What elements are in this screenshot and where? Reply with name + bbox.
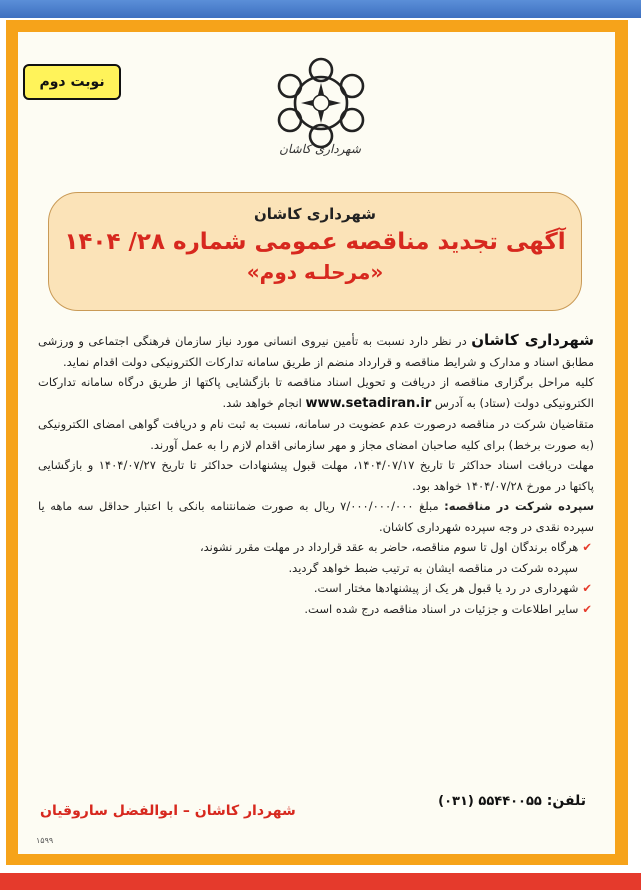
checkmark-icon: ✔: [582, 581, 592, 595]
paragraph-deadlines: مهلت دریافت اسناد حداکثر تا تاریخ ۱۴۰۴/۰۷/۱۷، مهلت قبول پیشنهادات حداکثر تا تاریخ ۱۴۰۴/۰۷/۲۷ و بازگشایی پاکتها در مورخ ۱۴۰۴/۰۷/۲۸ خواهد بود.: [38, 458, 594, 493]
bullet-item: [38, 537, 594, 558]
bullet-text: سایر اطلاعات و جزئیات در اسناد مناقصه درج شده است.: [304, 601, 579, 616]
phone-number: (۰۳۱) ۵۵۴۴۰۰۵۵: [438, 794, 542, 809]
mayor-signature: شهردار کاشان – ابوالفضل ساروقیان: [40, 803, 296, 819]
bottom-color-strip: [0, 873, 641, 890]
paragraph-intro: [38, 330, 594, 372]
bullet-continuation: سپرده شرکت در مناقصه ایشان به ترتیب ضبط خواهد گردید.: [288, 560, 578, 575]
organization-name: شهرداری کاشان: [254, 205, 376, 223]
bullet-text: شهرداری در رد یا قبول هر یک از پیشنهادها مختار است.: [313, 581, 579, 595]
municipality-logo-icon: [268, 56, 374, 150]
intro-lead: شهرداری کاشان: [471, 331, 594, 349]
paragraph-registration: متقاضیان شرکت در مناقصه درصورت عدم عضویت در سامانه، نسبت به ثبت نام و دریافت گواهی امضای الکترونیکی (به صورت برخط) برای کلیه صاحبان امضای مجاز و مهر سازمانی اقدام لازم را به عمل آورند.: [38, 417, 594, 452]
procedure-end: انجام خواهد شد.: [222, 395, 306, 410]
bullet-item: [38, 578, 594, 599]
deposit-label: سپرده شرکت در مناقصه:: [444, 499, 595, 513]
bullet-text: هرگاه برندگان اول تا سوم مناقصه، حاضر به عقد قرارداد در مهلت مقرر نشوند،: [199, 540, 579, 554]
logo-caption: شهرداری کاشان: [279, 142, 361, 156]
top-color-strip: [0, 0, 641, 18]
tender-stage: «مرحلـه دوم»: [246, 260, 384, 284]
second-notice-badge: نوبت دوم: [23, 64, 121, 100]
paragraph-deposit: [38, 496, 594, 537]
checkmark-icon: ✔: [582, 540, 592, 554]
checkmark-icon: ✔: [582, 601, 592, 616]
phone-label: تلفن:: [546, 793, 586, 809]
deposit-text: مبلغ ۷/۰۰۰/۰۰۰/۰۰۰ ریال به صورت ضمانتنامه بانکی با اعتبار حداقل سه ماهه یا سپرده نقدی در وجه سپرده شهرداری کاشان.: [38, 499, 594, 534]
intro-text: در نظر دارد نسبت به تأمین نیروی انسانی مورد نیاز سازمان فرهنگی اجتماعی و ورزشی مطابق اسناد و مدارک و شرایط مناقصه و قرارداد منضم از طریق سامانه تدارکات الکترونیکی دولت اقدام نماید.: [38, 334, 594, 369]
paragraph-procedure: [38, 372, 594, 414]
ad-code: ۱۵۹۹: [36, 836, 54, 845]
phone-line: [300, 793, 586, 809]
ad-body: [38, 330, 594, 619]
setad-url: www.setadiran.ir: [305, 395, 432, 411]
procedure-text: کلیه مراحل برگزاری مناقصه از دریافت و تحویل اسناد مناقصه تا بازگشایی پاکتها از طریق درگاه سامانه تدارکات الکترونیکی دولت (ستاد) به آدرس: [38, 375, 594, 410]
bullet-item: [38, 599, 594, 620]
title-box: [48, 192, 582, 311]
tender-title: آگهی تجدید مناقصه عمومی شماره ۲۸/ ۱۴۰۴: [64, 229, 566, 255]
